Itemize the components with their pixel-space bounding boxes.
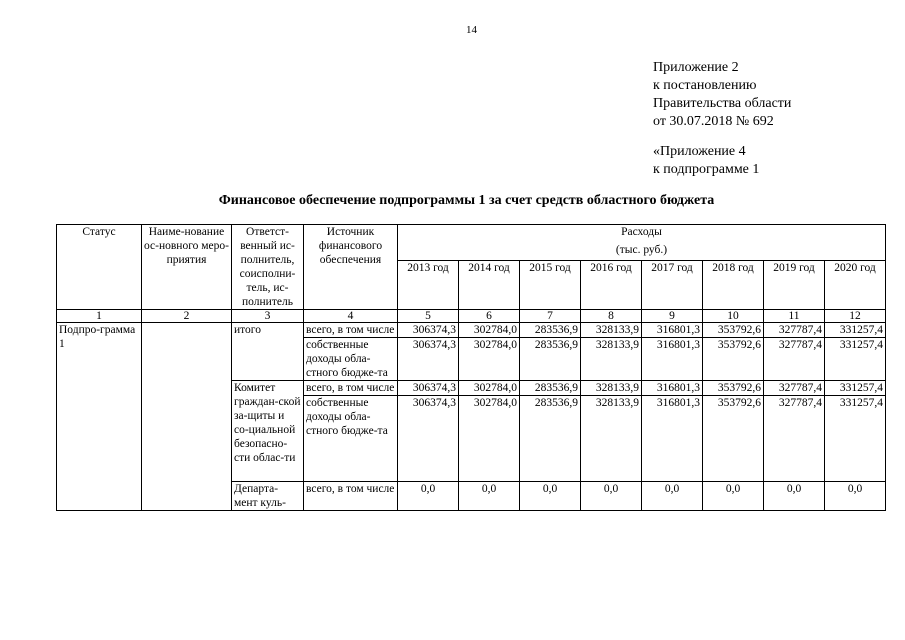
header-units: (тыс. руб.) [398,243,886,261]
value-cell: 331257,4 [825,323,886,338]
value-cell: 331257,4 [825,338,886,381]
table-row [57,323,886,338]
source-cell: собственные доходы обла-стного бюдже-та [304,338,398,381]
source-cell: всего, в том числе [304,381,398,396]
header-status: Статус [57,225,142,310]
value-cell: 0,0 [398,482,459,511]
document-title: Финансовое обеспечение подпрограммы 1 за счет средств областного бюджета [218,193,715,208]
value-cell: 0,0 [520,482,581,511]
header-expenses: Расходы [398,225,886,243]
source-cell: всего, в том числе [304,323,398,338]
value-cell: 327787,4 [764,381,825,396]
column-number: 10 [703,310,764,323]
value-cell: 327787,4 [764,338,825,381]
value-cell: 302784,0 [459,338,520,381]
header-year: 2020 год [825,261,886,310]
column-number: 12 [825,310,886,323]
value-cell: 327787,4 [764,323,825,338]
value-cell: 353792,6 [703,323,764,338]
value-cell: 328133,9 [581,381,642,396]
value-cell: 306374,3 [398,338,459,381]
value-cell: 0,0 [703,482,764,511]
header-year: 2013 год [398,261,459,310]
header-name: Наиме-нование ос-новного меро-приятия [142,225,232,310]
column-number: 1 [57,310,142,323]
value-cell: 306374,3 [398,396,459,482]
column-number: 8 [581,310,642,323]
appendix-line: от 30.07.2018 № 692 [653,114,774,129]
finance-table [56,224,886,511]
header-source: Источник финансового обеспечения [304,225,398,310]
value-cell: 0,0 [459,482,520,511]
value-cell: 316801,3 [642,338,703,381]
header-year: 2014 год [459,261,520,310]
header-year: 2019 год [764,261,825,310]
appendix-line: «Приложение 4 [653,144,746,159]
value-cell: 302784,0 [459,381,520,396]
value-cell: 328133,9 [581,396,642,482]
value-cell: 316801,3 [642,396,703,482]
header-year: 2017 год [642,261,703,310]
column-number: 2 [142,310,232,323]
column-number: 7 [520,310,581,323]
source-cell: всего, в том числе [304,482,398,511]
value-cell: 353792,6 [703,381,764,396]
appendix-line: Правительства области [653,96,792,111]
value-cell: 0,0 [642,482,703,511]
value-cell: 0,0 [581,482,642,511]
column-number: 9 [642,310,703,323]
header-executor: Ответст-венный ис-полнитель, соисполни-тель, ис-полнитель [232,225,304,310]
name-cell [142,323,232,511]
appendix-block [653,59,791,131]
column-number: 11 [764,310,825,323]
value-cell: 316801,3 [642,381,703,396]
value-cell: 353792,6 [703,338,764,381]
executor-cell: Департа-мент куль- [232,482,304,511]
value-cell: 283536,9 [520,396,581,482]
column-number: 4 [304,310,398,323]
value-cell: 283536,9 [520,381,581,396]
appendix-block-2 [653,143,759,179]
executor-cell: итого [232,323,304,381]
value-cell: 328133,9 [581,338,642,381]
header-year: 2015 год [520,261,581,310]
header-year: 2016 год [581,261,642,310]
value-cell: 328133,9 [581,323,642,338]
column-number: 3 [232,310,304,323]
value-cell: 0,0 [764,482,825,511]
column-number: 5 [398,310,459,323]
header-year: 2018 год [703,261,764,310]
value-cell: 306374,3 [398,381,459,396]
status-cell: Подпро-грамма 1 [57,323,142,511]
appendix-line: к постановлению [653,78,757,93]
value-cell: 283536,9 [520,338,581,381]
value-cell: 331257,4 [825,396,886,482]
value-cell: 306374,3 [398,323,459,338]
value-cell: 283536,9 [520,323,581,338]
value-cell: 302784,0 [459,323,520,338]
appendix-line: Приложение 2 [653,60,739,75]
executor-cell: Комитет граждан-ской за-щиты и со-циальной безопасно-сти облас-ти [232,381,304,482]
value-cell: 327787,4 [764,396,825,482]
column-number: 6 [459,310,520,323]
value-cell: 353792,6 [703,396,764,482]
value-cell: 331257,4 [825,381,886,396]
source-cell: собственные доходы обла-стного бюдже-та [304,396,398,482]
page-number: 14 [466,24,477,36]
appendix-line: к подпрограмме 1 [653,162,760,177]
value-cell: 0,0 [825,482,886,511]
value-cell: 302784,0 [459,396,520,482]
value-cell: 316801,3 [642,323,703,338]
